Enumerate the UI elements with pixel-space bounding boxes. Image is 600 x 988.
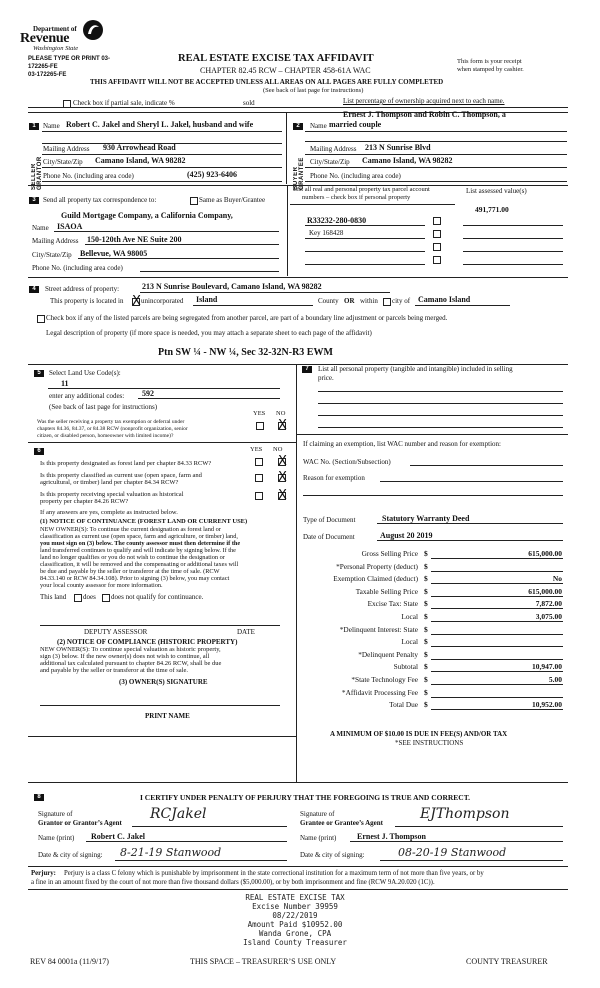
fee-value: 3,075.00 <box>535 612 562 621</box>
assessor-date-label: DATE <box>237 628 255 636</box>
reference-1: 172265-FE <box>28 64 58 70</box>
perjury-label: Perjury: <box>31 870 56 877</box>
parcel-number: R33232-280-0830 <box>307 216 367 225</box>
notice2-line: additional tax calculated pursuant to chapter 84.26 RCW, shall be due <box>40 660 222 667</box>
section-6-number: 6 <box>34 448 44 455</box>
section-2-number: 2 <box>293 123 303 130</box>
partial-sale-sold: sold <box>243 99 255 107</box>
stamp-line-2: Excise Number 39959 <box>252 902 338 911</box>
fee-currency: $ <box>424 688 428 697</box>
receipt-note-1: This form is your receipt <box>457 58 522 65</box>
perjury-text-1: Perjury is a class C felony which is punishable by imprisonment in the state correctional institution for a maximum term of not more than five years, or by <box>64 870 484 877</box>
stamp-line-5: Wanda Grone, CPA <box>258 929 332 938</box>
fee-label: *Delinquent Penalty <box>358 650 418 659</box>
notice1-line: classification as current use (open space, farm and agriculture, or timber) land, <box>40 533 238 540</box>
exemption-q-line2: chapters 84.36, 84.37, or 84.38 RCW (nonprofit organization, senior <box>37 426 188 432</box>
land-use-label: Select Land Use Code(s): <box>49 369 121 377</box>
no-header-6: NO <box>273 446 283 453</box>
seller-city-label: City/State/Zip <box>43 158 83 166</box>
fee-label: Taxable Selling Price <box>355 587 418 596</box>
reference-2: 03-172265-FE <box>28 72 67 78</box>
assessed-header: List assessed value(s) <box>466 187 527 195</box>
dept-line1: Department of <box>33 25 77 33</box>
dept-line3: Washington State <box>33 45 79 52</box>
doc-date-label: Date of Document <box>303 533 355 541</box>
historic-yes-checkbox[interactable] <box>255 492 263 500</box>
receipt-note-2: when stamped by cashier. <box>457 66 524 73</box>
notice2-line: NEW OWNER(S): To continue special valuation as historic property, <box>40 646 221 653</box>
minimum-note: A MINIMUM OF $10.00 IS DUE IN FEE(S) AND/OR TAX <box>330 730 508 738</box>
notice1-line: land transferred continues to qualify and will indicate by signing below. If the <box>40 547 236 554</box>
please-type: PLEASE TYPE OR PRINT 03- <box>28 56 111 62</box>
revenue-logo-icon <box>82 18 104 42</box>
notice1-line: you must sign on (3) below. The county assessor must then determine if the <box>40 540 241 547</box>
no-header-5: NO <box>276 410 286 417</box>
notice1-line: land no longer qualifies or you do not wish to continue the designation or <box>40 554 225 561</box>
grantor-printed-name: Robert C. Jakel <box>91 832 145 841</box>
historic-question-1: Is this property receiving special valuation as historical <box>40 491 184 498</box>
certify-statement: I CERTIFY UNDER PENALTY OF PERJURY THAT THE FOREGOING IS TRUE AND CORRECT. <box>140 793 471 802</box>
fee-currency: $ <box>424 637 428 646</box>
tax-name-label: Name <box>32 224 49 232</box>
form-chapter: CHAPTER 82.45 RCW – CHAPTER 458-61A WAC <box>200 66 371 75</box>
grantor-name-label: Name (print) <box>38 834 75 842</box>
tax-address-label: Mailing Address <box>32 237 79 245</box>
see-back-note: (See back of last page for instructions) <box>263 87 364 94</box>
buyer-address-label: Mailing Address <box>310 145 357 153</box>
tax-name: ISAOA <box>57 222 83 231</box>
parcel-header-2: numbers – check box if personal property <box>302 194 411 201</box>
fee-value: 5.00 <box>548 675 562 684</box>
grantee-date-label: Date & city of signing: <box>300 851 365 859</box>
fee-value: 615,000.00 <box>528 549 562 558</box>
fee-label: Exemption Claimed (deduct) <box>333 574 418 583</box>
unincorporated-label: unincorporated <box>141 297 184 305</box>
property-county: Island <box>196 295 218 304</box>
treasurer-use-only: THIS SPACE – TREASURER’S USE ONLY <box>190 957 337 966</box>
forest-question: Is this property designated as forest land per chapter 84.33 RCW? <box>40 460 212 467</box>
county-treasurer-label: COUNTY TREASURER <box>466 957 548 966</box>
notice1-line: your local county assessor for more information. <box>40 582 163 589</box>
fee-currency: $ <box>424 650 428 659</box>
fee-value: 10,952.00 <box>532 700 562 709</box>
seller-name-label: Name <box>43 122 60 130</box>
section-1-number: 1 <box>29 123 39 130</box>
additional-codes-label: enter any additional codes: <box>49 392 125 400</box>
parcel-personal-checkbox-4[interactable] <box>433 256 441 264</box>
does-not-label: does not qualify for continuance. <box>111 593 204 601</box>
street-label: Street address of property: <box>45 285 120 293</box>
buyer-name-line1: Ernest J. Thompson and Robin C. Thompson, a <box>343 110 506 119</box>
see-instructions: *SEE INSTRUCTIONS <box>395 739 464 747</box>
notice1-line: be due and payable by the seller or transferor at the time of sale. (RCW <box>40 568 220 575</box>
seller-city: Camano Island, WA 98282 <box>95 156 186 165</box>
fee-value: 615,000.00 <box>528 587 562 596</box>
perjury-text-2: a fine in an amount fixed by the court of not more than five thousand dollars ($5,000.00), or by both imprisonment and fine (RCW 9A.20.020 (1C)). <box>31 879 435 886</box>
city-of-label: city of <box>392 297 411 305</box>
land-does-checkbox[interactable] <box>74 594 82 602</box>
seller-address-label: Mailing Address <box>43 145 90 153</box>
tax-address: 150-120th Ave NE Suite 200 <box>87 235 182 244</box>
grantor-signature: RCJakel <box>150 806 207 822</box>
seller-address: 930 Arrowhead Road <box>103 143 176 152</box>
grantee-printed-name: Ernest J. Thompson <box>357 832 426 841</box>
section-7-number: 7 <box>302 366 312 373</box>
fee-currency: $ <box>424 562 428 571</box>
seller-name: Robert C. Jakel and Sheryl L. Jakel, husband and wife <box>66 120 254 129</box>
fee-currency: $ <box>424 612 428 621</box>
notice1-line: classification, it will be removed and the compensating or additional taxes will <box>40 561 239 568</box>
land-use-see-back: (See back of last page for instructions) <box>49 403 158 411</box>
fee-currency: $ <box>424 675 428 684</box>
county-label: County <box>318 297 339 305</box>
segregated-label: Check box if any of the listed parcels are being segregated from another parcel, are part of a boundary line adjustment or parcels being merged. <box>46 314 448 322</box>
tax-correspondence-label: Send all property tax correspondence to: <box>43 196 157 204</box>
fee-value: 10,947.00 <box>532 662 562 671</box>
fee-label: *Delinquent Interest: State <box>339 625 418 634</box>
land-use-code: 11 <box>61 379 69 388</box>
fee-value: No <box>552 574 562 583</box>
grantee-name-label: Name (print) <box>300 834 337 842</box>
tax-city: Bellevue, WA 98005 <box>80 249 148 258</box>
fee-label: *Affidavit Processing Fee <box>341 688 418 697</box>
located-label: This property is located in <box>50 297 124 305</box>
legal-description: Ptn SW ¼ - NW ¼, Sec 32-32N-R3 EWM <box>158 347 333 358</box>
parcel-personal-checkbox-1[interactable] <box>433 217 441 225</box>
grantee-date-city: 08-20-19 Stanwood <box>398 846 507 859</box>
fee-label: *State Technology Fee <box>351 675 418 684</box>
yes-header-5: YES <box>253 410 266 417</box>
grantor-sig-label-2: Grantor or Grantor’s Agent <box>38 819 122 827</box>
segregated-checkbox[interactable] <box>37 315 45 323</box>
fee-currency: $ <box>424 599 428 608</box>
buyer-city: Camano Island, WA 98282 <box>362 156 453 165</box>
buyer-address: 213 N Sunrise Blvd <box>365 143 431 152</box>
fee-label: *Personal Property (deduct) <box>336 562 418 571</box>
exemption-q-line1: Was the seller receiving a property tax exemption or deferral under <box>37 419 185 425</box>
grantee-signature: EJThompson <box>420 806 510 822</box>
forest-no-checkbox[interactable] <box>278 458 286 466</box>
reason-label: Reason for exemption <box>303 474 365 482</box>
section-5-number: 5 <box>34 370 44 377</box>
fee-currency: $ <box>424 549 428 558</box>
buyer-vertical-label: BUYER GRANTEE <box>293 157 305 190</box>
grantor-sig-label-1: Signature of <box>38 810 73 818</box>
property-street: 213 N Sunrise Boulevard, Camano Island, WA 98282 <box>142 282 322 291</box>
doc-type-label: Type of Document <box>303 516 356 524</box>
land-does-not-checkbox[interactable] <box>102 594 110 602</box>
current-use-no-checkbox[interactable] <box>278 474 286 482</box>
personal-property-label-1: List all personal property (tangible and intangible) included in selling <box>318 365 513 373</box>
seller-phone: (425) 923-6406 <box>187 170 237 179</box>
buyer-name-line2: married couple <box>329 120 382 129</box>
stamp-line-1: REAL ESTATE EXCISE TAX <box>245 893 345 902</box>
fee-label: Subtotal <box>393 662 418 671</box>
tax-org: Guild Mortgage Company, a California Company, <box>61 211 233 220</box>
grantor-date-label: Date & city of signing: <box>38 851 103 859</box>
wac-label: WAC No. (Section/Subsection) <box>303 458 391 466</box>
treasurer-stamp <box>190 893 400 947</box>
legal-label: Legal description of property (if more space is needed, you may attach a separate sheet to each page of the affidavit) <box>46 329 372 337</box>
current-use-question-2: agricultural, or timber) land per chapter 84.34 RCW? <box>40 479 179 486</box>
seller-vertical-label: SELLER GRANTOR <box>31 156 43 190</box>
notice-compliance-title: (2) NOTICE OF COMPLIANCE (HISTORIC PROPERTY) <box>57 638 238 646</box>
yes-header-6: YES <box>250 446 263 453</box>
grantor-date-city: 8-21-19 Stanwood <box>120 846 222 859</box>
assessed-value: 491,771.00 <box>475 205 509 214</box>
grantee-sig-label-2: Grantee or Grantee’s Agent <box>300 819 384 827</box>
section-8-number: 8 <box>34 794 44 801</box>
ownership-note: List percentage of ownership acquired next to each name. <box>343 97 505 105</box>
notice-continuance-title: (1) NOTICE OF CONTINUANCE (FOREST LAND OR CURRENT USE) <box>40 518 248 525</box>
notice2-line: sign (3) below. If the new owner(s) does not wish to continue, all <box>40 653 210 660</box>
fee-currency: $ <box>424 587 428 596</box>
if-yes-note: If any answers are yes, complete as instructed below. <box>40 509 178 516</box>
fee-label: Local <box>401 612 418 621</box>
dept-line2: Revenue <box>20 31 70 46</box>
buyer-city-label: City/State/Zip <box>310 158 350 166</box>
personal-property-label-2: price. <box>318 374 334 382</box>
or-label: OR <box>344 297 355 305</box>
owner-signature-label: (3) OWNER(S) SIGNATURE <box>119 678 208 686</box>
fee-label: Excise Tax: State <box>367 599 418 608</box>
form-number: REV 84 0001a (11/9/17) <box>30 957 109 966</box>
exemption-yes-checkbox[interactable] <box>256 422 264 430</box>
buyer-phone-label: Phone No. (including area code) <box>310 172 401 180</box>
fee-currency: $ <box>424 574 428 583</box>
fee-value: 7,872.00 <box>535 599 562 608</box>
stamp-line-4: Amount Paid $10952.00 <box>247 920 343 929</box>
warning-text: THIS AFFIDAVIT WILL NOT BE ACCEPTED UNLESS ALL AREAS ON ALL PAGES ARE FULLY COMPLETED <box>90 78 444 86</box>
grantee-sig-label-1: Signature of <box>300 810 335 818</box>
buyer-name-label: Name <box>310 122 327 130</box>
historic-no-checkbox[interactable] <box>278 492 286 500</box>
within-label: within <box>360 297 378 305</box>
form-title: REAL ESTATE EXCISE TAX AFFIDAVIT <box>178 53 374 64</box>
stamp-line-3: 08/22/2019 <box>272 911 318 920</box>
notice1-line: 84.33.140 or RCW 84.34.108). Prior to signing (3) below, you may contact <box>40 575 230 582</box>
stamp-line-6: Island County Treasurer <box>243 938 347 947</box>
historic-question-2: property per chapter 84.26 RCW? <box>40 498 129 505</box>
section-4-number: 4 <box>29 286 39 293</box>
additional-codes: 592 <box>142 389 154 398</box>
does-label: does <box>83 593 96 601</box>
forest-yes-checkbox[interactable] <box>255 458 263 466</box>
fee-label: Total Due <box>389 700 418 709</box>
fee-currency: $ <box>424 662 428 671</box>
exemption-claim-label: If claiming an exemption, list WAC number and reason for exemption: <box>303 440 501 448</box>
same-as-buyer-checkbox[interactable] <box>190 197 198 205</box>
fee-currency: $ <box>424 625 428 634</box>
tax-city-label: City/State/Zip <box>32 251 72 259</box>
parcel-key: Key 168428 <box>309 229 344 237</box>
unincorporated-checkbox[interactable] <box>132 298 140 306</box>
partial-sale-label: Check box if partial sale, indicate % <box>73 99 175 107</box>
exemption-no-checkbox[interactable] <box>278 422 286 430</box>
parcel-personal-checkbox-2[interactable] <box>433 230 441 238</box>
doc-date: August 20 2019 <box>380 531 433 540</box>
same-as-buyer-label: Same as Buyer/Grantee <box>199 196 266 204</box>
current-use-yes-checkbox[interactable] <box>255 474 263 482</box>
fee-label: Gross Selling Price <box>361 549 418 558</box>
exemption-q-line3: citizen, or disabled person, homeowner with limited income)? <box>37 433 174 439</box>
parcel-header-1: List all real and personal property tax parcel account <box>293 186 430 193</box>
doc-type: Statutory Warranty Deed <box>382 514 470 523</box>
parcel-personal-checkbox-3[interactable] <box>433 243 441 251</box>
section-3-number: 3 <box>29 197 39 204</box>
notice2-line: and payable by the seller or transferor at the time of sale. <box>40 667 188 674</box>
fee-currency: $ <box>424 700 428 709</box>
property-city: Camano Island <box>418 295 471 304</box>
deputy-assessor-label: DEPUTY ASSESSOR <box>84 628 148 636</box>
fee-label: Local <box>401 637 418 646</box>
city-of-checkbox[interactable] <box>383 298 391 306</box>
print-name-label: PRINT NAME <box>145 712 190 720</box>
seller-phone-label: Phone No. (including area code) <box>43 172 134 180</box>
notice1-line: NEW OWNER(S): To continue the current designation as forest land or <box>40 526 221 533</box>
current-use-question-1: Is this property classified as current use (open space, farm and <box>40 472 202 479</box>
this-land-label: This land <box>40 593 67 601</box>
tax-phone-label: Phone No. (including area code) <box>32 264 123 272</box>
